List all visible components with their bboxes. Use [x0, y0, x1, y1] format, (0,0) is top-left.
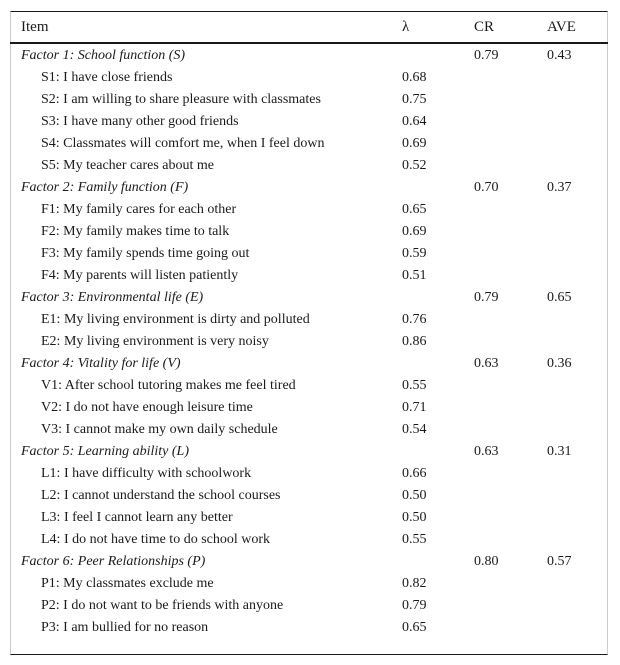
- factor-row-ave-value: 0.57: [547, 554, 572, 569]
- factor-row-ave-value: 0.31: [547, 444, 572, 459]
- table-row-item-text: S2: I am willing to share pleasure with classmates: [41, 92, 321, 107]
- factor-row-cr-value: 0.63: [474, 444, 499, 459]
- factor-row-cr-value: 0.80: [474, 554, 499, 569]
- table-row-lambda-value: 0.75: [402, 92, 427, 107]
- factor-row-ave-value: 0.37: [547, 180, 572, 195]
- table-row-item-text: L1: I have difficulty with schoolwork: [41, 466, 252, 481]
- table-row-lambda-value: 0.86: [402, 334, 427, 349]
- table-row-lambda-value: 0.66: [402, 466, 427, 481]
- table-row-item-text: V3: I cannot make my own daily schedule: [41, 422, 278, 437]
- factor-row-cr-value: 0.79: [474, 290, 499, 305]
- factor-row-ave-value: 0.43: [547, 48, 572, 63]
- table-row-item-text: F2: My family makes time to talk: [41, 224, 230, 239]
- table-row-item-text: P2: I do not want to be friends with anyone: [41, 598, 284, 613]
- table-row-lambda-value: 0.64: [402, 114, 427, 129]
- table-row-item-text: S4: Classmates will comfort me, when I feel down: [41, 136, 325, 151]
- table-row-item-text: F4: My parents will listen patiently: [41, 268, 239, 283]
- table-row-lambda-value: 0.55: [402, 532, 427, 547]
- factor-row-factor-name: Factor 2: Family function (F): [21, 180, 189, 195]
- table-row-lambda-value: 0.51: [402, 268, 427, 283]
- table-row-item-text: L4: I do not have time to do school work: [41, 532, 271, 547]
- table-row-lambda-value: 0.55: [402, 378, 427, 393]
- table-row-item-text: F1: My family cares for each other: [41, 202, 237, 217]
- factor-row-cr-value: 0.79: [474, 48, 499, 63]
- table-row-lambda-value: 0.76: [402, 312, 427, 327]
- factor-row-factor-name: Factor 6: Peer Relationships (P): [21, 554, 206, 569]
- table-row-lambda-value: 0.65: [402, 620, 427, 635]
- table-row-item-text: P3: I am bullied for no reason: [41, 620, 209, 635]
- table-row-lambda-value: 0.69: [402, 136, 427, 151]
- table-row-item-text: E1: My living environment is dirty and polluted: [41, 312, 310, 327]
- table-row-item-text: V1: After school tutoring makes me feel tired: [41, 378, 296, 393]
- table-row-lambda-value: 0.71: [402, 400, 427, 415]
- factor-row-cr-value: 0.63: [474, 356, 499, 371]
- table-row-lambda-value: 0.68: [402, 70, 427, 85]
- table-row-lambda-value: 0.79: [402, 598, 427, 613]
- table-row-lambda-value: 0.54: [402, 422, 427, 437]
- table-row-lambda-value: 0.59: [402, 246, 427, 261]
- table-row-lambda-value: 0.69: [402, 224, 427, 239]
- header-ave: AVE: [547, 19, 576, 35]
- factor-row-factor-name: Factor 5: Learning ability (L): [21, 444, 189, 459]
- header-lambda: λ: [402, 19, 410, 35]
- table-row-item-text: L2: I cannot understand the school courses: [41, 488, 281, 503]
- header-item: Item: [21, 19, 49, 35]
- table-row-item-text: S5: My teacher cares about me: [41, 158, 214, 173]
- table-row-lambda-value: 0.50: [402, 510, 427, 525]
- factor-row-factor-name: Factor 1: School function (S): [21, 48, 186, 63]
- table-row-item-text: E2: My living environment is very noisy: [41, 334, 269, 349]
- factor-row-factor-name: Factor 4: Vitality for life (V): [21, 356, 181, 371]
- header-cr: CR: [474, 19, 495, 35]
- table-row-lambda-value: 0.65: [402, 202, 427, 217]
- table-row-item-text: S3: I have many other good friends: [41, 114, 239, 129]
- factor-row-ave-value: 0.36: [547, 356, 572, 371]
- table-row-item-text: L3: I feel I cannot learn any better: [41, 510, 233, 525]
- table-row-item-text: F3: My family spends time going out: [41, 246, 250, 261]
- table-row-lambda-value: 0.50: [402, 488, 427, 503]
- table-row-item-text: S1: I have close friends: [41, 70, 173, 85]
- factor-row-ave-value: 0.65: [547, 290, 572, 305]
- table-row-lambda-value: 0.52: [402, 158, 427, 173]
- table-row-item-text: P1: My classmates exclude me: [41, 576, 214, 591]
- table-row-item-text: V2: I do not have enough leisure time: [41, 400, 253, 415]
- factor-row-cr-value: 0.70: [474, 180, 499, 195]
- factor-row-factor-name: Factor 3: Environmental life (E): [21, 290, 204, 305]
- table-row-lambda-value: 0.82: [402, 576, 427, 591]
